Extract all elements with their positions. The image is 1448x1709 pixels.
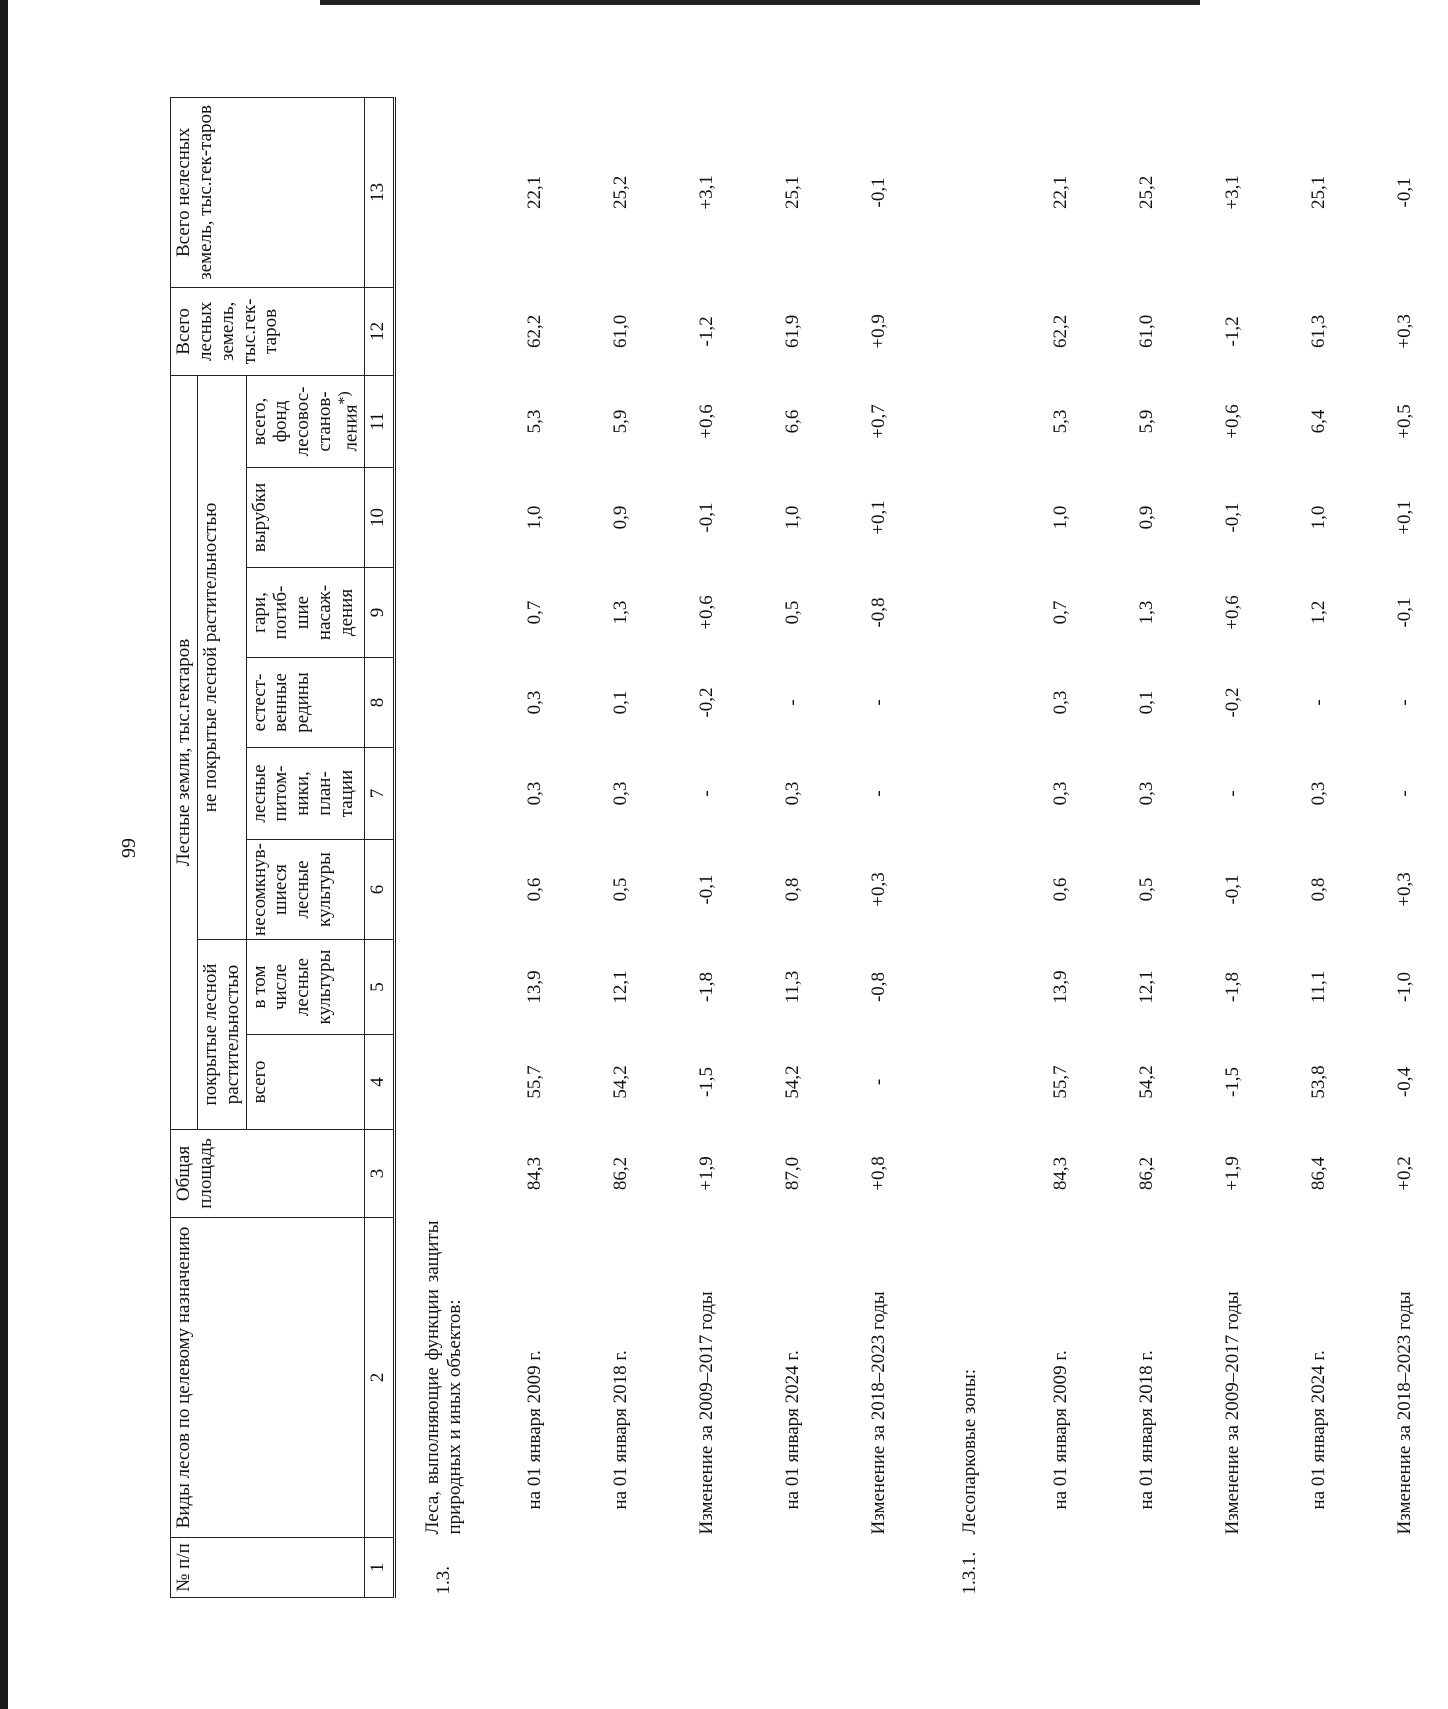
- empty-cell: [395, 1130, 493, 1218]
- empty-cell: [664, 1538, 750, 1598]
- value-cell: 61,0: [1136, 314, 1158, 349]
- table-row: [578, 97, 664, 1597]
- value-cell: -1,8: [1222, 971, 1244, 1003]
- value-cell: +0,5: [1394, 404, 1416, 439]
- group-row: [395, 97, 493, 1597]
- value-cell: 0,9: [1136, 505, 1158, 530]
- scan-left-edge: [0, 0, 8, 1709]
- value-cell: 53,8: [1308, 1065, 1330, 1099]
- column-number: 10: [365, 468, 395, 568]
- value-cell: 12,1: [1136, 970, 1158, 1004]
- header-covered-all: всего: [246, 1035, 365, 1130]
- value-cell: 55,7: [1050, 1065, 1072, 1099]
- value-cell: -0,4: [1394, 1066, 1416, 1098]
- value-cell: 87,0: [782, 1156, 804, 1191]
- table-row: [1276, 97, 1362, 1597]
- empty-cell: [922, 375, 1018, 467]
- table-row: [836, 97, 922, 1597]
- value-cell: +0,1: [868, 500, 890, 535]
- value-cell: -0,2: [696, 687, 718, 718]
- page-number: 99: [118, 838, 140, 858]
- value-cell: 5,9: [610, 409, 632, 434]
- empty-cell: [922, 97, 1018, 287]
- value-cell: 62,2: [1050, 314, 1072, 349]
- value-cell: 0,7: [524, 600, 546, 625]
- header-forest-total: Всего лесных земель, тыс.гек-таров: [171, 287, 365, 375]
- value-cell: 1,3: [610, 600, 632, 625]
- empty-cell: [922, 940, 1018, 1035]
- group-row: [922, 97, 1018, 1597]
- row-label: Изменение за 2009–2017 годы: [1222, 1291, 1244, 1535]
- value-cell: -1,5: [696, 1066, 718, 1098]
- row-label: на 01 января 2009 г.: [524, 1350, 546, 1510]
- value-cell: 1,0: [1050, 505, 1072, 530]
- value-cell: 1,2: [1308, 600, 1330, 625]
- header-unclosed-cultures: несомкнув-шиеся лесные культуры: [246, 840, 365, 940]
- row-label: на 01 января 2018 г.: [1136, 1350, 1158, 1510]
- value-cell: 6,4: [1308, 409, 1330, 434]
- empty-cell: [395, 748, 493, 840]
- value-cell: 62,2: [524, 314, 546, 349]
- empty-cell: [1190, 1538, 1276, 1598]
- header-reforestation-fund-label: всего, фонд лесовос-станов-ления: [248, 386, 362, 457]
- empty-cell: [395, 97, 493, 287]
- value-cell: -: [1308, 699, 1330, 706]
- value-cell: 54,2: [1136, 1065, 1158, 1099]
- value-cell: 0,3: [524, 781, 546, 806]
- value-cell: 25,1: [1308, 175, 1330, 210]
- value-cell: 54,2: [782, 1065, 804, 1099]
- value-cell: 0,6: [524, 877, 546, 902]
- row-label: Изменение за 2018–2023 годы: [868, 1291, 890, 1535]
- column-number-row: [365, 97, 395, 1597]
- value-cell: 0,3: [610, 781, 632, 806]
- value-cell: 0,6: [1050, 877, 1072, 902]
- column-number: 12: [365, 287, 395, 375]
- value-cell: 6,6: [782, 409, 804, 434]
- value-cell: +3,1: [696, 175, 718, 210]
- value-cell: 0,3: [524, 690, 546, 715]
- column-number: 6: [365, 840, 395, 940]
- scan-top-edge: [320, 0, 1200, 5]
- header-natural-sparse: естест-венные редины: [246, 658, 365, 748]
- row-label: Изменение за 2018–2023 годы: [1394, 1291, 1416, 1535]
- value-cell: 0,3: [1308, 781, 1330, 806]
- value-cell: +0,1: [1394, 500, 1416, 535]
- header-forest-type: Виды лесов по целевому назначению: [171, 1218, 365, 1538]
- value-cell: 54,2: [610, 1065, 632, 1099]
- row-label: на 01 января 2024 г.: [782, 1350, 804, 1510]
- table-row: [492, 97, 578, 1597]
- column-number: 7: [365, 748, 395, 840]
- value-cell: +0,9: [868, 314, 890, 349]
- value-cell: 22,1: [524, 175, 546, 210]
- empty-cell: [922, 1035, 1018, 1130]
- empty-cell: [492, 1538, 578, 1598]
- column-number: 9: [365, 568, 395, 658]
- value-cell: 13,9: [524, 970, 546, 1004]
- value-cell: 61,9: [782, 314, 804, 349]
- value-cell: 25,1: [782, 175, 804, 210]
- value-cell: -0,1: [1394, 597, 1416, 628]
- value-cell: -: [1222, 790, 1244, 797]
- empty-cell: [922, 748, 1018, 840]
- value-cell: -0,8: [868, 971, 890, 1003]
- empty-cell: [1104, 1538, 1190, 1598]
- empty-cell: [750, 1538, 836, 1598]
- header-forest-lands: Лесные земли, тыс.гектаров: [171, 375, 198, 1129]
- value-cell: -: [1394, 790, 1416, 797]
- empty-cell: [395, 375, 493, 467]
- value-cell: 86,4: [1308, 1156, 1330, 1191]
- empty-cell: [395, 940, 493, 1035]
- value-cell: 0,1: [610, 690, 632, 715]
- header-no: № п/п: [171, 1538, 365, 1598]
- value-cell: +0,3: [1394, 314, 1416, 349]
- header-burnt: гари, погиб-шие насаж-дения: [246, 568, 365, 658]
- value-cell: -0,1: [696, 874, 718, 905]
- empty-cell: [836, 1538, 922, 1598]
- row-label: Изменение за 2009–2017 годы: [696, 1291, 718, 1535]
- value-cell: -0,1: [696, 502, 718, 533]
- value-cell: 84,3: [524, 1156, 546, 1191]
- value-cell: 1,0: [1308, 505, 1330, 530]
- empty-cell: [922, 568, 1018, 658]
- header-nurseries: лесные питом-ники, план-тации: [246, 748, 365, 840]
- empty-cell: [395, 468, 493, 568]
- header-nonforest-total: Всего нелесных земель, тыс.гек-таров: [171, 97, 365, 287]
- value-cell: -0,1: [1222, 874, 1244, 905]
- value-cell: 1,0: [524, 505, 546, 530]
- group-title: Лесопарковые зоны:: [959, 1369, 981, 1535]
- value-cell: 25,2: [610, 175, 632, 210]
- empty-cell: [922, 1130, 1018, 1218]
- value-cell: 61,0: [610, 314, 632, 349]
- header-covered: покрытые лесной растительностью: [197, 940, 246, 1130]
- value-cell: 0,5: [782, 600, 804, 625]
- empty-cell: [1018, 1538, 1104, 1598]
- value-cell: 55,7: [524, 1065, 546, 1099]
- value-cell: +0,6: [696, 404, 718, 439]
- value-cell: 5,9: [1136, 409, 1158, 434]
- value-cell: -: [868, 790, 890, 797]
- table-row: [750, 97, 836, 1597]
- value-cell: +0,3: [1394, 872, 1416, 907]
- column-number: 5: [365, 940, 395, 1035]
- value-cell: +1,9: [696, 1156, 718, 1191]
- empty-cell: [578, 1538, 664, 1598]
- value-cell: +0,8: [868, 1156, 890, 1191]
- table-row: [1362, 97, 1448, 1597]
- value-cell: 0,5: [610, 877, 632, 902]
- column-number: 4: [365, 1035, 395, 1130]
- value-cell: -0,8: [868, 597, 890, 628]
- header-cuttings: вырубки: [246, 468, 365, 568]
- value-cell: +0,7: [868, 404, 890, 439]
- empty-cell: [395, 840, 493, 940]
- value-cell: +3,1: [1222, 175, 1244, 210]
- table-row: [664, 97, 750, 1597]
- value-cell: 0,9: [610, 505, 632, 530]
- header-not-covered: не покрытые лесной растительностью: [197, 375, 246, 939]
- value-cell: 0,1: [1136, 690, 1158, 715]
- column-number: 11: [365, 375, 395, 467]
- row-label: на 01 января 2009 г.: [1050, 1350, 1072, 1510]
- value-cell: -1,0: [1394, 971, 1416, 1003]
- column-number: 1: [365, 1538, 395, 1598]
- empty-cell: [395, 568, 493, 658]
- value-cell: -1,2: [696, 316, 718, 347]
- value-cell: 22,1: [1050, 175, 1072, 210]
- empty-cell: [922, 287, 1018, 375]
- value-cell: -: [1394, 699, 1416, 706]
- value-cell: +0,3: [868, 872, 890, 907]
- row-label: на 01 января 2018 г.: [610, 1350, 632, 1510]
- value-cell: -0,2: [1222, 687, 1244, 718]
- value-cell: 5,3: [1050, 409, 1072, 434]
- value-cell: 12,1: [610, 970, 632, 1004]
- empty-cell: [1362, 1538, 1448, 1598]
- row-label: на 01 января 2024 г.: [1308, 1350, 1330, 1510]
- header-reforestation-fund: [246, 375, 365, 467]
- value-cell: 0,3: [1136, 781, 1158, 806]
- row-number: 1.3.1.: [959, 1551, 981, 1595]
- empty-cell: [395, 287, 493, 375]
- empty-cell: [395, 658, 493, 748]
- value-cell: +0,6: [1222, 404, 1244, 439]
- value-cell: 0,8: [782, 877, 804, 902]
- value-cell: +0,6: [1222, 595, 1244, 630]
- column-number: 3: [365, 1130, 395, 1218]
- header-total-area: Общая площадь: [171, 1130, 365, 1218]
- table-row: [1190, 97, 1276, 1597]
- column-number: 13: [365, 97, 395, 287]
- empty-cell: [395, 1035, 493, 1130]
- empty-cell: [922, 840, 1018, 940]
- column-number: 8: [365, 658, 395, 748]
- value-cell: -1,8: [696, 971, 718, 1003]
- value-cell: +0,6: [696, 595, 718, 630]
- group-title: Леса, выполняющие функции защиты природных и иных объектов:: [422, 1220, 466, 1535]
- empty-cell: [1276, 1538, 1362, 1598]
- empty-cell: [922, 468, 1018, 568]
- value-cell: 0,3: [1050, 781, 1072, 806]
- table-body: [395, 97, 1448, 1597]
- value-cell: 61,3: [1308, 314, 1330, 349]
- empty-cell: [922, 658, 1018, 748]
- value-cell: -1,2: [1222, 316, 1244, 347]
- value-cell: -0,1: [1222, 502, 1244, 533]
- rotated-page-content: [118, 98, 1416, 1598]
- value-cell: -1,5: [1222, 1066, 1244, 1098]
- value-cell: -: [696, 790, 718, 797]
- column-number: 2: [365, 1218, 395, 1538]
- table-row: [1018, 97, 1104, 1597]
- value-cell: 1,0: [782, 505, 804, 530]
- forest-land-table: [170, 97, 1448, 1598]
- value-cell: 0,7: [1050, 600, 1072, 625]
- value-cell: 0,3: [1050, 690, 1072, 715]
- value-cell: 1,3: [1136, 600, 1158, 625]
- value-cell: -0,1: [1394, 177, 1416, 208]
- value-cell: 0,5: [1136, 877, 1158, 902]
- row-number: 1.3.: [433, 1566, 455, 1595]
- value-cell: -: [868, 699, 890, 706]
- value-cell: 0,8: [1308, 877, 1330, 902]
- value-cell: 86,2: [610, 1156, 632, 1191]
- value-cell: 86,2: [1136, 1156, 1158, 1191]
- value-cell: 11,3: [782, 970, 804, 1004]
- value-cell: 11,1: [1308, 970, 1330, 1004]
- value-cell: 84,3: [1050, 1156, 1072, 1191]
- value-cell: 25,2: [1136, 175, 1158, 210]
- header-covered-cultures: в том числе лесные культуры: [246, 940, 365, 1035]
- value-cell: -: [868, 1078, 890, 1086]
- table-row: [1104, 97, 1190, 1597]
- value-cell: +0,2: [1394, 1156, 1416, 1191]
- footnote-mark: *): [335, 391, 353, 405]
- value-cell: 5,3: [524, 409, 546, 434]
- value-cell: +1,9: [1222, 1156, 1244, 1191]
- value-cell: 0,3: [782, 781, 804, 806]
- value-cell: -0,1: [868, 177, 890, 208]
- value-cell: -: [782, 699, 804, 706]
- value-cell: 13,9: [1050, 970, 1072, 1004]
